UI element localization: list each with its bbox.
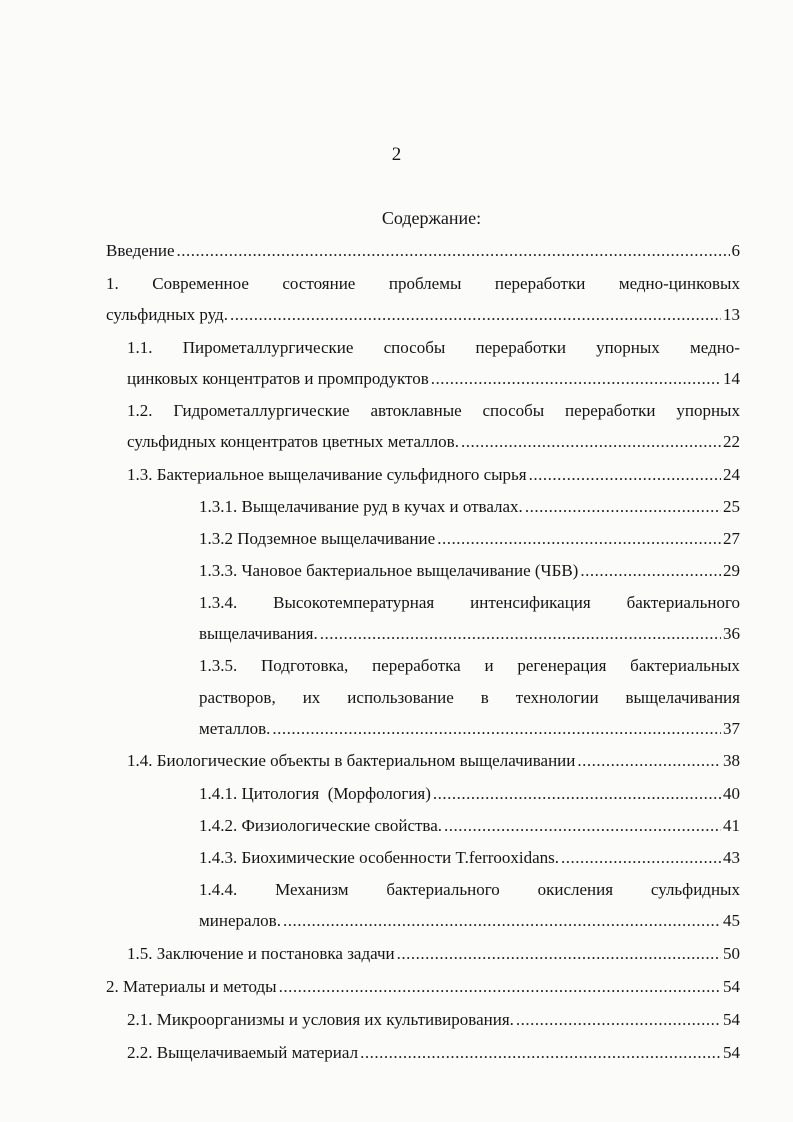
- toc-entry-1-1-line1[interactable]: [127, 338, 740, 360]
- toc-entry-2-2[interactable]: [127, 1043, 740, 1065]
- toc-entry-1-1-line2[interactable]: [127, 369, 740, 391]
- word: 1.3.5.: [199, 656, 238, 675]
- leader-dots: [561, 848, 721, 868]
- toc-entry-page: 27: [723, 529, 740, 548]
- toc-entry-1-4-2[interactable]: [199, 816, 740, 838]
- toc-entry-label: минералов.: [199, 911, 281, 930]
- word: 1.4.4.: [199, 880, 238, 899]
- word: переработки: [475, 338, 566, 357]
- word: их: [302, 688, 321, 707]
- toc-entry-1-3-5-line1[interactable]: [199, 656, 740, 678]
- toc-entry-page: 54: [723, 977, 740, 996]
- toc-entry-page: 22: [723, 432, 740, 451]
- toc-entry-label: 1.4. Биологические объекты в бактериальном выщелачивании: [127, 751, 576, 770]
- leader-dots: [177, 241, 730, 261]
- toc-entry-label: 1.3.3. Чановое бактериальное выщелачивание (ЧБВ): [199, 561, 579, 580]
- leader-dots: [283, 911, 721, 931]
- toc-entry-1-3-5-line3[interactable]: [199, 719, 740, 741]
- toc-entry-page: 24: [723, 465, 740, 484]
- word: в: [480, 688, 489, 707]
- leader-dots: [437, 529, 721, 549]
- toc-entry-page: 54: [723, 1010, 740, 1029]
- word: переработка: [372, 656, 461, 675]
- toc-entry-intro[interactable]: [106, 241, 740, 263]
- toc-entry-page: 45: [723, 911, 740, 930]
- leader-dots: [279, 977, 721, 997]
- word: и: [484, 656, 494, 675]
- word: Высокотемпературная: [273, 593, 435, 612]
- toc-entry-label: 1.3. Бактериальное выщелачивание сульфидного сырья: [127, 465, 527, 484]
- word: переработки: [565, 401, 656, 420]
- toc-entry-label: цинковых концентратов и промпродуктов: [127, 369, 429, 388]
- toc-entry-label: 2.2. Выщелачиваемый материал: [127, 1043, 359, 1062]
- leader-dots: [516, 1010, 721, 1030]
- toc-entry-label: 1.4.3. Биохимические особенности T.ferrooxidans.: [199, 848, 560, 867]
- word: упорных: [596, 338, 660, 357]
- word: Подготовка,: [261, 656, 349, 675]
- word: упорных: [676, 401, 740, 420]
- toc-entry-1-3-1[interactable]: [199, 497, 740, 519]
- word: 1.1.: [127, 338, 153, 357]
- leader-dots: [461, 432, 721, 452]
- toc-title: Содержание:: [381, 208, 482, 228]
- leader-dots: [320, 624, 721, 644]
- word: Гидрометаллургические: [173, 401, 350, 420]
- word: медно-цинковых: [618, 274, 740, 293]
- word: способы: [482, 401, 545, 420]
- word: окисления: [537, 880, 614, 899]
- toc-entry-page: 50: [723, 944, 740, 963]
- toc-entry-1-4-4-line2[interactable]: [199, 911, 740, 933]
- word: бактериального: [626, 593, 740, 612]
- toc-entry-page: 37: [723, 719, 740, 738]
- word: растворов,: [199, 688, 276, 707]
- leader-dots: [580, 561, 721, 581]
- toc-entry-page: 13: [723, 305, 740, 324]
- word: Современное: [152, 274, 249, 293]
- word: бактериальных: [630, 656, 740, 675]
- toc-entry-1-3-5-line2[interactable]: [199, 688, 740, 710]
- word: медно-: [689, 338, 740, 357]
- toc-entry-label: 1.3.2 Подземное выщелачивание: [199, 529, 436, 548]
- leader-dots: [431, 369, 721, 389]
- leader-dots: [525, 497, 721, 517]
- leader-dots: [397, 944, 721, 964]
- word: сульфидных: [650, 880, 740, 899]
- word: автоклавные: [370, 401, 462, 420]
- toc-entry-label: выщелачивания.: [199, 624, 318, 643]
- toc-entry-page: 54: [723, 1043, 740, 1062]
- toc-entry-label: 1.3.1. Выщелачивание руд в кучах и отвалах.: [199, 497, 523, 516]
- toc-entry-1-4[interactable]: [127, 751, 740, 773]
- toc-entry-label: 1.4.1. Цитология (Морфология): [199, 784, 431, 803]
- toc-entry-label: 2. Материалы и методы: [106, 977, 277, 996]
- toc-entry-label: металлов.: [199, 719, 271, 738]
- toc-entry-1-3-2[interactable]: [199, 529, 740, 551]
- word: регенерация: [517, 656, 607, 675]
- word: 1.2.: [127, 401, 153, 420]
- toc-entry-page: 14: [723, 369, 740, 388]
- toc-entry-ch1-line1[interactable]: [106, 274, 740, 296]
- toc-entry-1-5[interactable]: [127, 944, 740, 966]
- leader-dots: [360, 1043, 721, 1063]
- toc-entry-1-3-4-line1[interactable]: [199, 593, 740, 615]
- toc-entry-1-3-4-line2[interactable]: [199, 624, 740, 646]
- word: Пирометаллургические: [182, 338, 354, 357]
- toc-entry-1-3-3[interactable]: [199, 561, 740, 583]
- toc-entry-label: сульфидных концентратов цветных металлов.: [127, 432, 459, 451]
- toc-entry-page: 40: [723, 784, 740, 803]
- leader-dots: [272, 719, 721, 739]
- word: 1.3.4.: [199, 593, 238, 612]
- toc-entry-page: 25: [723, 497, 740, 516]
- word: бактериального: [386, 880, 500, 899]
- toc-entry-2-1[interactable]: [127, 1010, 740, 1032]
- toc-entry-ch1-line2[interactable]: [106, 305, 740, 327]
- toc-entry-label: сульфидных руд.: [106, 305, 228, 324]
- word: Механизм: [275, 880, 349, 899]
- toc-entry-page: 38: [723, 751, 740, 770]
- toc-entry-page: 43: [723, 848, 740, 867]
- leader-dots: [433, 784, 721, 804]
- toc-entry-1-4-4-line1[interactable]: [199, 880, 740, 902]
- toc-entry-1-2-line1[interactable]: [127, 401, 740, 423]
- word: выщелачивания: [625, 688, 740, 707]
- toc-entry-label: Введение: [106, 241, 175, 260]
- toc-entry-1-4-3[interactable]: [199, 848, 740, 870]
- word: проблемы: [388, 274, 462, 293]
- leader-dots: [444, 816, 721, 836]
- toc-entry-1-4-1[interactable]: [199, 784, 740, 806]
- toc-entry-page: 41: [723, 816, 740, 835]
- toc-entry-1-2-line2[interactable]: [127, 432, 740, 454]
- toc-entry-label: 2.1. Микроорганизмы и условия их культивирования.: [127, 1010, 514, 1029]
- word: использование: [347, 688, 454, 707]
- toc-entry-ch2[interactable]: [106, 977, 740, 999]
- leader-dots: [529, 465, 721, 485]
- word: способы: [383, 338, 446, 357]
- toc-entry-page: 29: [723, 561, 740, 580]
- word: состояние: [282, 274, 356, 293]
- word: 1.: [106, 274, 119, 293]
- toc-entry-page: 36: [723, 624, 740, 643]
- leader-dots: [577, 751, 721, 771]
- page-number: 2: [391, 144, 402, 165]
- word: переработки: [494, 274, 586, 293]
- word: технологии: [515, 688, 599, 707]
- toc-entry-page: 6: [731, 241, 740, 260]
- leader-dots: [230, 305, 721, 325]
- word: интенсификация: [470, 593, 591, 612]
- toc-entry-label: 1.4.2. Физиологические свойства.: [199, 816, 443, 835]
- toc-entry-1-3[interactable]: [127, 465, 740, 487]
- toc-entry-label: 1.5. Заключение и постановка задачи: [127, 944, 395, 963]
